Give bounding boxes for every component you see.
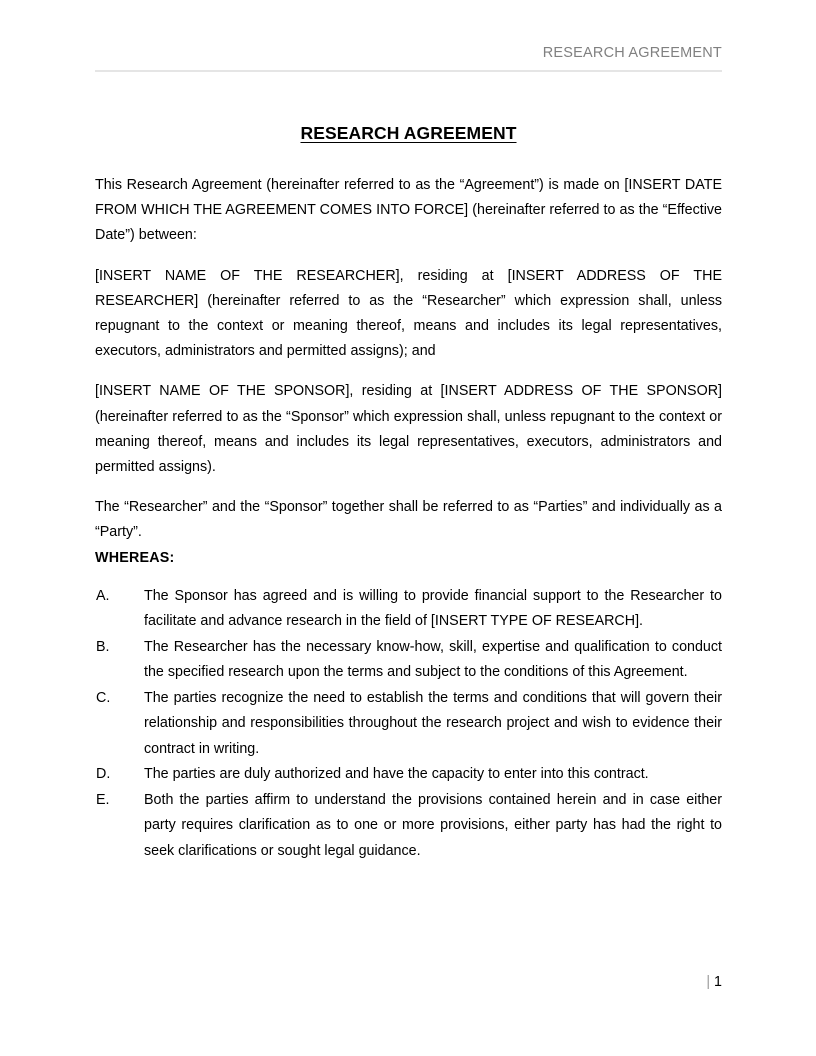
list-item-marker: A. [96, 587, 110, 604]
list-item-marker: B. [96, 638, 110, 655]
list-item-text: The parties recognize the need to establish the terms and conditions that will govern their relationship and responsibilities throughout the research project and wish to evidence their contract in writing. [144, 689, 722, 757]
whereas-heading: WHEREAS: [95, 549, 175, 566]
list-item-marker: C. [96, 689, 111, 706]
list-item-text: The Researcher has the necessary know-how, skill, expertise and qualification to conduct the specified research upon the terms and subject to the conditions of this Agreement. [144, 638, 722, 681]
list-item [95, 635, 722, 686]
list-item-marker: D. [96, 766, 111, 783]
list-item [95, 584, 722, 635]
list-item-marker: E. [96, 791, 110, 808]
document-header [95, 44, 722, 62]
paragraph-researcher-party: [INSERT NAME OF THE RESEARCHER], residing at [INSERT ADDRESS OF THE RESEARCHER] (hereinafter referred to as the “Researcher” which expression shall, unless repugnant to the context or meaning thereof, means and includes its legal representatives, executors, administrators and permitted assigns); and [95, 267, 722, 360]
document-body [95, 122, 722, 864]
list-item [95, 788, 722, 865]
page-title [95, 122, 722, 144]
list-item [95, 762, 722, 788]
recitals-list [95, 584, 722, 865]
page-title-text: RESEARCH AGREEMENT [300, 123, 517, 143]
page-number: 1 [714, 974, 722, 990]
header-divider [95, 70, 722, 72]
list-item-text: Both the parties affirm to understand the provisions contained herein and in case either party requires clarification as to one or more provisions, either party has had the right to seek clarifications or sought legal guidance. [144, 791, 722, 859]
footer-separator: | [706, 974, 711, 990]
header-title: RESEARCH AGREEMENT [542, 45, 722, 61]
paragraph-preamble-date: This Research Agreement (hereinafter referred to as the “Agreement”) is made on [INSERT DATE FROM WHICH THE AGREEMENT COMES INTO FORCE] (hereinafter referred to as the “Effective Date”) between: [95, 177, 722, 244]
paragraph-parties-definition: The “Researcher” and the “Sponsor” together shall be referred to as “Parties” and individually as a “Party”. [95, 499, 722, 541]
document-footer [95, 972, 722, 992]
paragraph-sponsor-party: [INSERT NAME OF THE SPONSOR], residing at [INSERT ADDRESS OF THE SPONSOR] (hereinafter referred to as the “Sponsor” which expression shall, unless repugnant to the context or meaning thereof, means and includes its legal representatives, executors, administrators and permitted assigns). [95, 383, 722, 476]
list-item-text: The Sponsor has agreed and is willing to provide financial support to the Researcher to facilitate and advance research in the field of [INSERT TYPE OF RESEARCH]. [144, 587, 722, 630]
list-item [95, 686, 722, 763]
list-item-text: The parties are duly authorized and have the capacity to enter into this contract. [144, 766, 649, 783]
